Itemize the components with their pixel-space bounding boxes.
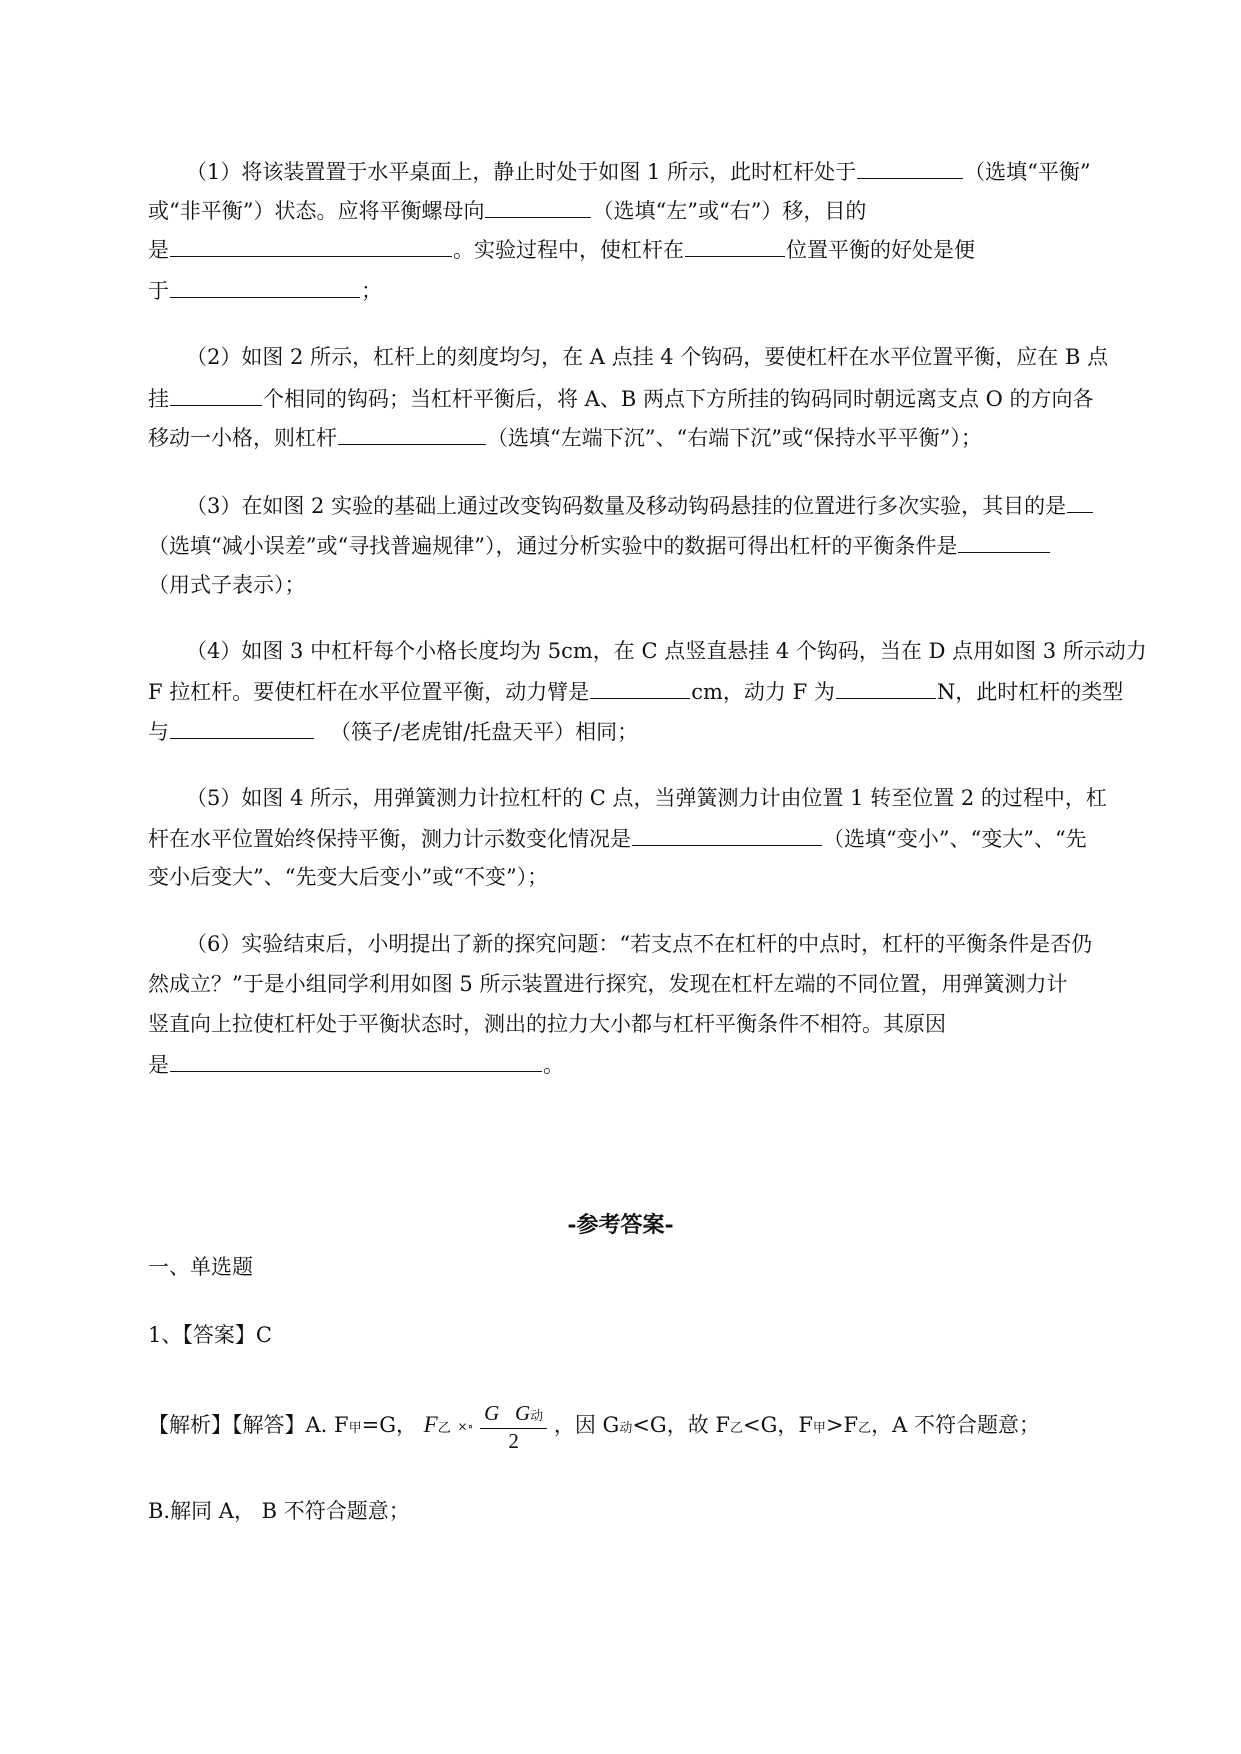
q1-line-2 — [148, 195, 866, 226]
q3-blank-formula[interactable] — [958, 530, 1050, 553]
q2-text: （选填“左端下沉”、“右端下沉”或“保持水平平衡”）； — [487, 426, 982, 450]
exp-text: >F — [825, 1413, 859, 1437]
q1-line-4 — [148, 275, 382, 306]
subscript-yi-3: 乙 — [858, 1421, 872, 1436]
q6-text: 。 — [543, 1053, 564, 1077]
q1-blank-direction[interactable] — [485, 195, 591, 218]
q6-line-4 — [148, 1049, 564, 1080]
q5-line-3 — [148, 862, 548, 892]
q2-text: 挂 — [148, 387, 169, 411]
q5-text: 变小后变大”、“先变大后变小”或“不变”）； — [148, 865, 549, 889]
subscript-yi: 乙 — [437, 1421, 451, 1436]
q2-blank-result[interactable] — [338, 422, 486, 445]
explanation-b: B.解同 A， B 不符合题意； — [148, 1499, 410, 1523]
q6-line-2 — [148, 969, 1067, 999]
q4-text: （4）如图 3 中杠杆每个小格长度均为 5cm，在 C 点竖直悬挂 4 个钩码，当在 D 点用如图 3 所示动力 — [186, 639, 1147, 663]
q4-text: （筷子/老虎钳/托盘天平）相同； — [330, 720, 639, 744]
q1-text: 或“非平衡”）状态。应将平衡螺母向 — [148, 199, 485, 223]
q1-line-1 — [186, 156, 1091, 187]
q1-blank-benefit[interactable] — [170, 275, 360, 298]
q1-text: ； — [361, 279, 382, 303]
answers-title: -参考答案- — [567, 1212, 674, 1238]
q3-text: （3）在如图 2 实验的基础上通过改变钩码数量及移动钩码悬挂的位置进行多次实验，其目的是 — [186, 494, 1067, 518]
subscript-jia: 甲 — [348, 1421, 362, 1436]
q1-blank-purpose[interactable] — [170, 234, 452, 257]
q2-line-2 — [148, 383, 1094, 414]
q5-line-2 — [148, 823, 1087, 854]
section-heading: 一、单选题 — [148, 1255, 253, 1279]
exp-text: <G，F — [742, 1413, 813, 1437]
q5-text: （5）如图 4 所示，用弹簧测力计拉杠杆的 C 点，当弹簧测力计由位置 1 转至位置 2 的过程中，杠 — [186, 786, 1107, 810]
q6-text: 然成立？”于是小组同学利用如图 5 所示装置进行探究，发现在杠杆左端的不同位置，用弹簧测力计 — [148, 972, 1068, 996]
q5-text: （选填“变小”、“变大”、“先 — [823, 827, 1087, 851]
q6-line-3 — [148, 1009, 946, 1039]
subscript-yi-2: 乙 — [729, 1421, 743, 1436]
q2-text: 移动一小格，则杠杆 — [148, 426, 337, 450]
q6-text: （6）实验结束后，小明提出了新的探究问题：“若支点不在杠杆的中点时，杠杆的平衡条件是否仍 — [186, 932, 1093, 956]
formula-symbol: ×∘ — [457, 1419, 474, 1434]
fraction — [480, 1401, 547, 1453]
q3-line-1 — [186, 490, 1094, 521]
answer-1: 1、【答案】C — [148, 1323, 272, 1347]
numerator-g: G — [484, 1400, 500, 1425]
q1-text: 是 — [148, 238, 169, 262]
q2-line-3 — [148, 422, 982, 453]
q3-text: （用式子表示）； — [148, 573, 306, 597]
q2-text: （2）如图 2 所示，杠杆上的刻度均匀，在 A 点挂 4 个钩码，要使杠杆在水平位置平衡，应在 B 点 — [186, 345, 1109, 369]
q4-line-2 — [148, 676, 1123, 707]
q6-text: 竖直向上拉使杠杆处于平衡状态时，测出的拉力大小都与杠杆平衡条件不相符。其原因 — [148, 1012, 946, 1036]
q4-text: 与 — [148, 720, 169, 744]
fraction-numerator — [480, 1401, 547, 1428]
q2-blank-count[interactable] — [170, 383, 262, 406]
fraction-denominator: 2 — [480, 1428, 547, 1453]
q1-text: 位置平衡的好处是便 — [786, 238, 975, 262]
q1-text: （选填“平衡” — [964, 160, 1091, 184]
q1-text: 。实验过程中，使杠杆在 — [453, 238, 684, 262]
numerator-g-dong: G — [514, 1400, 531, 1425]
q2-line-1 — [186, 342, 1108, 372]
q4-text: cm，动力 F 为 — [691, 680, 835, 704]
q4-blank-arm[interactable] — [590, 676, 690, 699]
q5-text: 杆在水平位置始终保持平衡，测力计示数变化情况是 — [148, 827, 631, 851]
q5-line-1 — [186, 783, 1107, 813]
q6-line-1 — [186, 929, 1092, 959]
q1-blank-position[interactable] — [685, 234, 785, 257]
subscript-jia-2: 甲 — [812, 1421, 826, 1436]
exp-text: =G， — [361, 1413, 417, 1437]
q2-text: 个相同的钩码；当杠杆平衡后，将 A、B 两点下方所挂的钩码同时朝远离支点 O 的方向各 — [263, 387, 1094, 411]
explanation-line — [148, 1400, 1040, 1454]
q4-line-1 — [186, 636, 1147, 666]
q3-line-3 — [148, 570, 306, 600]
q3-line-2 — [148, 530, 1051, 561]
subscript-dong: 动 — [530, 1407, 544, 1423]
q5-blank-change[interactable] — [632, 823, 822, 846]
q1-line-3 — [148, 234, 975, 265]
exp-text: ，因 G — [553, 1413, 620, 1437]
q4-text: F 拉杠杆。要使杠杆在水平位置平衡，动力臂是 — [148, 680, 590, 704]
q1-text: 于 — [148, 279, 169, 303]
formula-f: F — [423, 1412, 438, 1437]
q6-text: 是 — [148, 1053, 169, 1077]
q4-blank-force[interactable] — [836, 676, 936, 699]
q4-blank-type[interactable] — [170, 716, 314, 739]
q1-text: （1）将该装置置于水平桌面上，静止时处于如图 1 所示，此时杠杆处于 — [186, 160, 857, 184]
q6-blank-reason[interactable] — [170, 1049, 542, 1072]
q3-blank-purpose[interactable] — [1067, 490, 1093, 513]
q4-text: N，此时杠杆的类型 — [936, 680, 1124, 704]
subscript-dong-2: 动 — [619, 1421, 633, 1436]
q1-blank-state[interactable] — [857, 156, 963, 179]
exp-text: ，A 不符合题意； — [871, 1413, 1040, 1437]
exp-text: <G，故 F — [632, 1413, 730, 1437]
q4-line-3 — [148, 716, 638, 747]
exp-text: 【解析】【解答】A. F — [148, 1413, 349, 1437]
q3-text: （选填“减小误差”或“寻找普遍规律”），通过分析实验中的数据可得出杠杆的平衡条件是 — [148, 534, 958, 558]
q1-text: （选填“左”或“右”）移，目的 — [592, 199, 867, 223]
